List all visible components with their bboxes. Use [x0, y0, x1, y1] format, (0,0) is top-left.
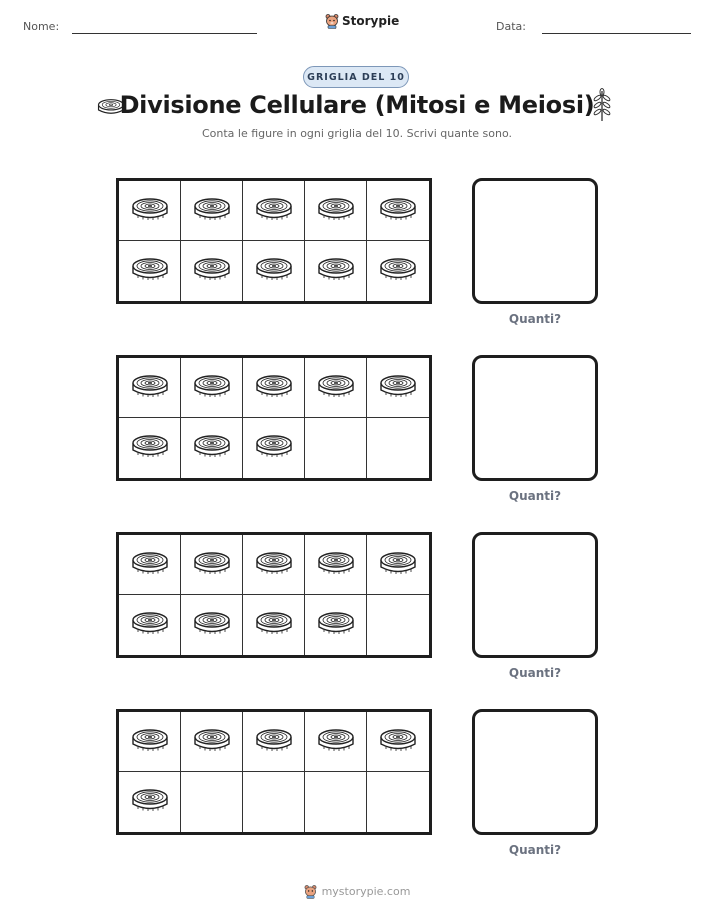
tree-ring-slice-icon [130, 608, 170, 642]
date-field[interactable] [542, 33, 691, 34]
ten-frame-cell [367, 241, 429, 301]
ten-frame-cell [243, 772, 305, 832]
tree-ring-slice-icon [378, 194, 418, 228]
tree-ring-slice-icon [192, 254, 232, 288]
answer-label-3: Quanti? [508, 666, 562, 680]
ten-frame-cell [305, 595, 367, 655]
tree-ring-slice-icon [316, 371, 356, 405]
ten-frame-cell [367, 595, 429, 655]
footer-url: mystorypie.com [321, 885, 411, 898]
tree-ring-slice-icon [130, 785, 170, 819]
tree-ring-slice-icon [130, 194, 170, 228]
tree-ring-slice-icon [130, 431, 170, 465]
answer-label-2: Quanti? [508, 489, 562, 503]
tree-ring-slice-icon [254, 431, 294, 465]
tree-ring-slice-icon [254, 194, 294, 228]
ten-frame-cell [243, 241, 305, 301]
ten-frame-cell [367, 181, 429, 241]
ten-frame-3 [116, 532, 432, 658]
tree-ring-slice-icon [192, 431, 232, 465]
answer-label-1: Quanti? [508, 312, 562, 326]
ten-frame-cell [305, 772, 367, 832]
ten-frame-cell [119, 595, 181, 655]
ten-frame-cell [119, 181, 181, 241]
tree-ring-slice-icon [378, 371, 418, 405]
ten-frame-cell [243, 535, 305, 595]
ten-frame-cell [181, 595, 243, 655]
tree-ring-slice-icon [254, 725, 294, 759]
ten-frame-cell [305, 358, 367, 418]
ten-frame-cell [119, 772, 181, 832]
tree-ring-slice-icon [316, 608, 356, 642]
ten-frame-cell [367, 535, 429, 595]
ten-frame-cell [181, 181, 243, 241]
tree-ring-slice-icon [378, 254, 418, 288]
ten-frame-cell [367, 358, 429, 418]
tree-ring-slice-icon [130, 371, 170, 405]
ten-frame-cell [181, 358, 243, 418]
ten-frame-cell [367, 712, 429, 772]
tree-ring-slice-icon [316, 194, 356, 228]
answer-box-4[interactable] [472, 709, 598, 835]
ten-frame-2 [116, 355, 432, 481]
tree-ring-slice-icon [254, 548, 294, 582]
worksheet-type-badge: GRIGLIA DEL 10 [303, 66, 409, 88]
tree-ring-slice-icon [378, 725, 418, 759]
ten-frame-cell [119, 712, 181, 772]
tree-ring-slice-icon [254, 254, 294, 288]
page-title: Divisione Cellulare (Mitosi e Meiosi) [119, 91, 595, 119]
ten-frame-cell [181, 772, 243, 832]
ten-frame-cell [181, 418, 243, 478]
tree-ring-slice-icon [254, 608, 294, 642]
ten-frame-cell [119, 358, 181, 418]
ten-frame-cell [243, 418, 305, 478]
ten-frame-cell [305, 181, 367, 241]
tree-ring-slice-icon [130, 725, 170, 759]
tree-ring-slice-icon [192, 548, 232, 582]
leaf-branch-icon [590, 88, 614, 126]
tree-ring-slice-icon [254, 371, 294, 405]
ten-frame-cell [305, 712, 367, 772]
ten-frame-cell [181, 712, 243, 772]
tree-ring-slice-icon [378, 548, 418, 582]
answer-box-2[interactable] [472, 355, 598, 481]
ten-frame-cell [243, 595, 305, 655]
ten-frame-cell [181, 535, 243, 595]
ten-frame-cell [305, 241, 367, 301]
ten-frame-1 [116, 178, 432, 304]
answer-box-1[interactable] [472, 178, 598, 304]
tree-ring-slice-icon [192, 371, 232, 405]
bear-mascot-icon [304, 884, 317, 899]
ten-frame-cell [119, 418, 181, 478]
ten-frame-4 [116, 709, 432, 835]
ten-frame-cell [243, 712, 305, 772]
brand-name: Storypie [342, 14, 400, 28]
answer-box-3[interactable] [472, 532, 598, 658]
tree-ring-slice-icon [316, 254, 356, 288]
tree-ring-slice-icon [192, 608, 232, 642]
ten-frame-cell [367, 772, 429, 832]
ten-frame-cell [305, 418, 367, 478]
tree-ring-slice-icon [192, 194, 232, 228]
ten-frame-cell [119, 241, 181, 301]
tree-ring-slice-icon [130, 548, 170, 582]
ten-frame-cell [367, 418, 429, 478]
name-label: Nome: [23, 20, 60, 33]
date-label: Data: [496, 20, 526, 33]
ten-frame-cell [181, 241, 243, 301]
ten-frame-cell [305, 535, 367, 595]
tree-ring-slice-icon [316, 725, 356, 759]
answer-label-4: Quanti? [508, 843, 562, 857]
ten-frame-cell [243, 181, 305, 241]
footer [0, 884, 714, 899]
ten-frame-cell [119, 535, 181, 595]
ten-frame-cell [243, 358, 305, 418]
tree-ring-slice-icon [192, 725, 232, 759]
instructions: Conta le figure in ogni griglia del 10. Scrivi quante sono. [201, 127, 512, 140]
tree-ring-slice-icon [316, 548, 356, 582]
tree-ring-slice-icon [130, 254, 170, 288]
brand-logo [325, 13, 399, 29]
bear-mascot-icon [325, 13, 339, 29]
name-field[interactable] [72, 33, 257, 34]
